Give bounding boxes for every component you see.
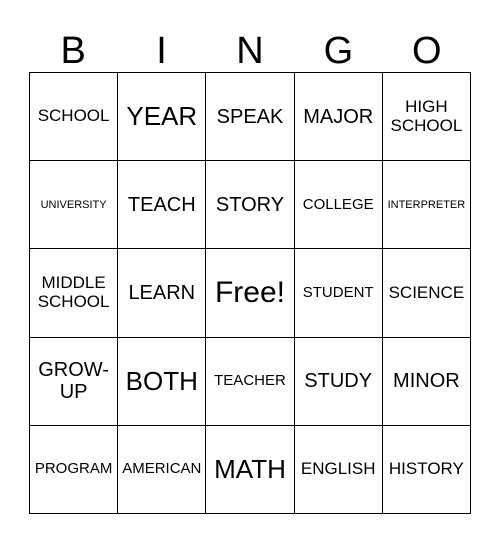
bingo-header bbox=[29, 28, 471, 74]
header-letter-o: O bbox=[411, 30, 442, 72]
bingo-cell-r1c1[interactable]: SCHOOL bbox=[30, 73, 118, 161]
bingo-cell-r3c5[interactable]: SCIENCE bbox=[383, 249, 471, 337]
bingo-cell-r5c5[interactable]: HISTORY bbox=[383, 426, 471, 514]
bingo-cell-r2c3[interactable]: STORY bbox=[206, 161, 294, 249]
header-letter-n: N bbox=[236, 30, 264, 72]
header-letter-i: I bbox=[156, 30, 167, 72]
bingo-cell-r3c1[interactable]: MIDDLE SCHOOL bbox=[30, 249, 118, 337]
bingo-cell-r3c2[interactable]: LEARN bbox=[118, 249, 206, 337]
bingo-cell-r3c4[interactable]: STUDENT bbox=[295, 249, 383, 337]
bingo-cell-r2c5[interactable]: INTERPRETER bbox=[383, 161, 471, 249]
header-letter-g: G bbox=[323, 30, 354, 72]
bingo-cell-r1c4[interactable]: MAJOR bbox=[295, 73, 383, 161]
bingo-cell-r2c4[interactable]: COLLEGE bbox=[295, 161, 383, 249]
bingo-cell-r1c2[interactable]: YEAR bbox=[118, 73, 206, 161]
bingo-cell-r5c3[interactable]: MATH bbox=[206, 426, 294, 514]
header-letter-b: B bbox=[60, 30, 86, 72]
bingo-cell-r5c2[interactable]: AMERICAN bbox=[118, 426, 206, 514]
free-space[interactable]: Free! bbox=[206, 249, 294, 337]
bingo-board bbox=[29, 72, 471, 514]
bingo-cell-r4c4[interactable]: STUDY bbox=[295, 338, 383, 426]
bingo-cell-r4c5[interactable]: MINOR bbox=[383, 338, 471, 426]
bingo-cell-r5c1[interactable]: PROGRAM bbox=[30, 426, 118, 514]
bingo-cell-r4c2[interactable]: BOTH bbox=[118, 338, 206, 426]
bingo-cell-r2c1[interactable]: UNIVERSITY bbox=[30, 161, 118, 249]
bingo-cell-r2c2[interactable]: TEACH bbox=[118, 161, 206, 249]
bingo-cell-r4c1[interactable]: GROW- UP bbox=[30, 338, 118, 426]
bingo-cell-r5c4[interactable]: ENGLISH bbox=[295, 426, 383, 514]
bingo-cell-r1c5[interactable]: HIGH SCHOOL bbox=[383, 73, 471, 161]
bingo-cell-r1c3[interactable]: SPEAK bbox=[206, 73, 294, 161]
bingo-cell-r4c3[interactable]: TEACHER bbox=[206, 338, 294, 426]
